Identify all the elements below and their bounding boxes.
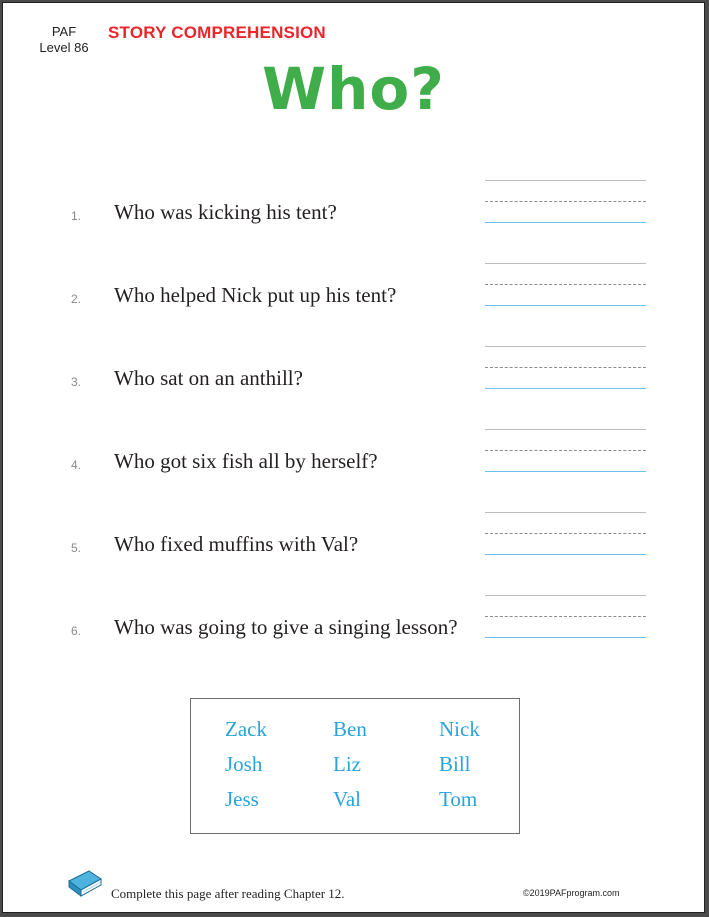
page-title: Who? (262, 55, 445, 123)
question-number: 4. (71, 458, 82, 472)
question-2 (3, 246, 706, 306)
footer-note: Complete this page after reading Chapter 12. (111, 886, 345, 901)
question-number: 5. (71, 541, 82, 555)
question-number: 6. (71, 624, 82, 638)
answer-line[interactable] (485, 512, 646, 556)
section-title: STORY COMPREHENSION (108, 23, 326, 42)
question-text: Who fixed muffins with Val? (114, 532, 359, 556)
question-text: Who got six fish all by herself? (114, 449, 378, 473)
question-3 (3, 329, 706, 389)
program-level-label (33, 24, 95, 56)
word-bank-word: Josh (225, 752, 263, 776)
answer-line[interactable] (485, 263, 646, 307)
answer-line[interactable] (485, 180, 646, 224)
question-text: Who was going to give a singing lesson? (114, 615, 458, 639)
word-bank-word: Liz (333, 752, 361, 776)
question-number: 2. (71, 292, 82, 306)
word-bank-word: Nick (439, 717, 480, 741)
question-text: Who helped Nick put up his tent? (114, 283, 397, 307)
answer-line[interactable] (485, 346, 646, 390)
answer-line[interactable] (485, 595, 646, 639)
word-bank-word: Val (333, 787, 361, 811)
worksheet-page (2, 2, 705, 913)
word-bank-word: Jess (225, 787, 259, 811)
question-6 (3, 578, 706, 638)
question-4 (3, 412, 706, 472)
question-number: 3. (71, 375, 82, 389)
question-1 (3, 163, 706, 223)
question-text: Who was kicking his tent? (114, 200, 337, 224)
word-bank-word: Ben (333, 717, 367, 741)
question-number: 1. (71, 209, 82, 223)
question-text: Who sat on an anthill? (114, 366, 303, 390)
level-number: Level 86 (39, 40, 89, 55)
word-bank-word: Bill (439, 752, 471, 776)
word-bank (190, 698, 520, 834)
program-name: PAF (51, 24, 77, 39)
copyright: ©2019PAFprogram.com (523, 888, 620, 898)
word-bank-word: Tom (439, 787, 478, 811)
word-bank-word: Zack (225, 717, 267, 741)
book-icon (67, 869, 103, 899)
question-5 (3, 495, 706, 555)
answer-line[interactable] (485, 429, 646, 473)
